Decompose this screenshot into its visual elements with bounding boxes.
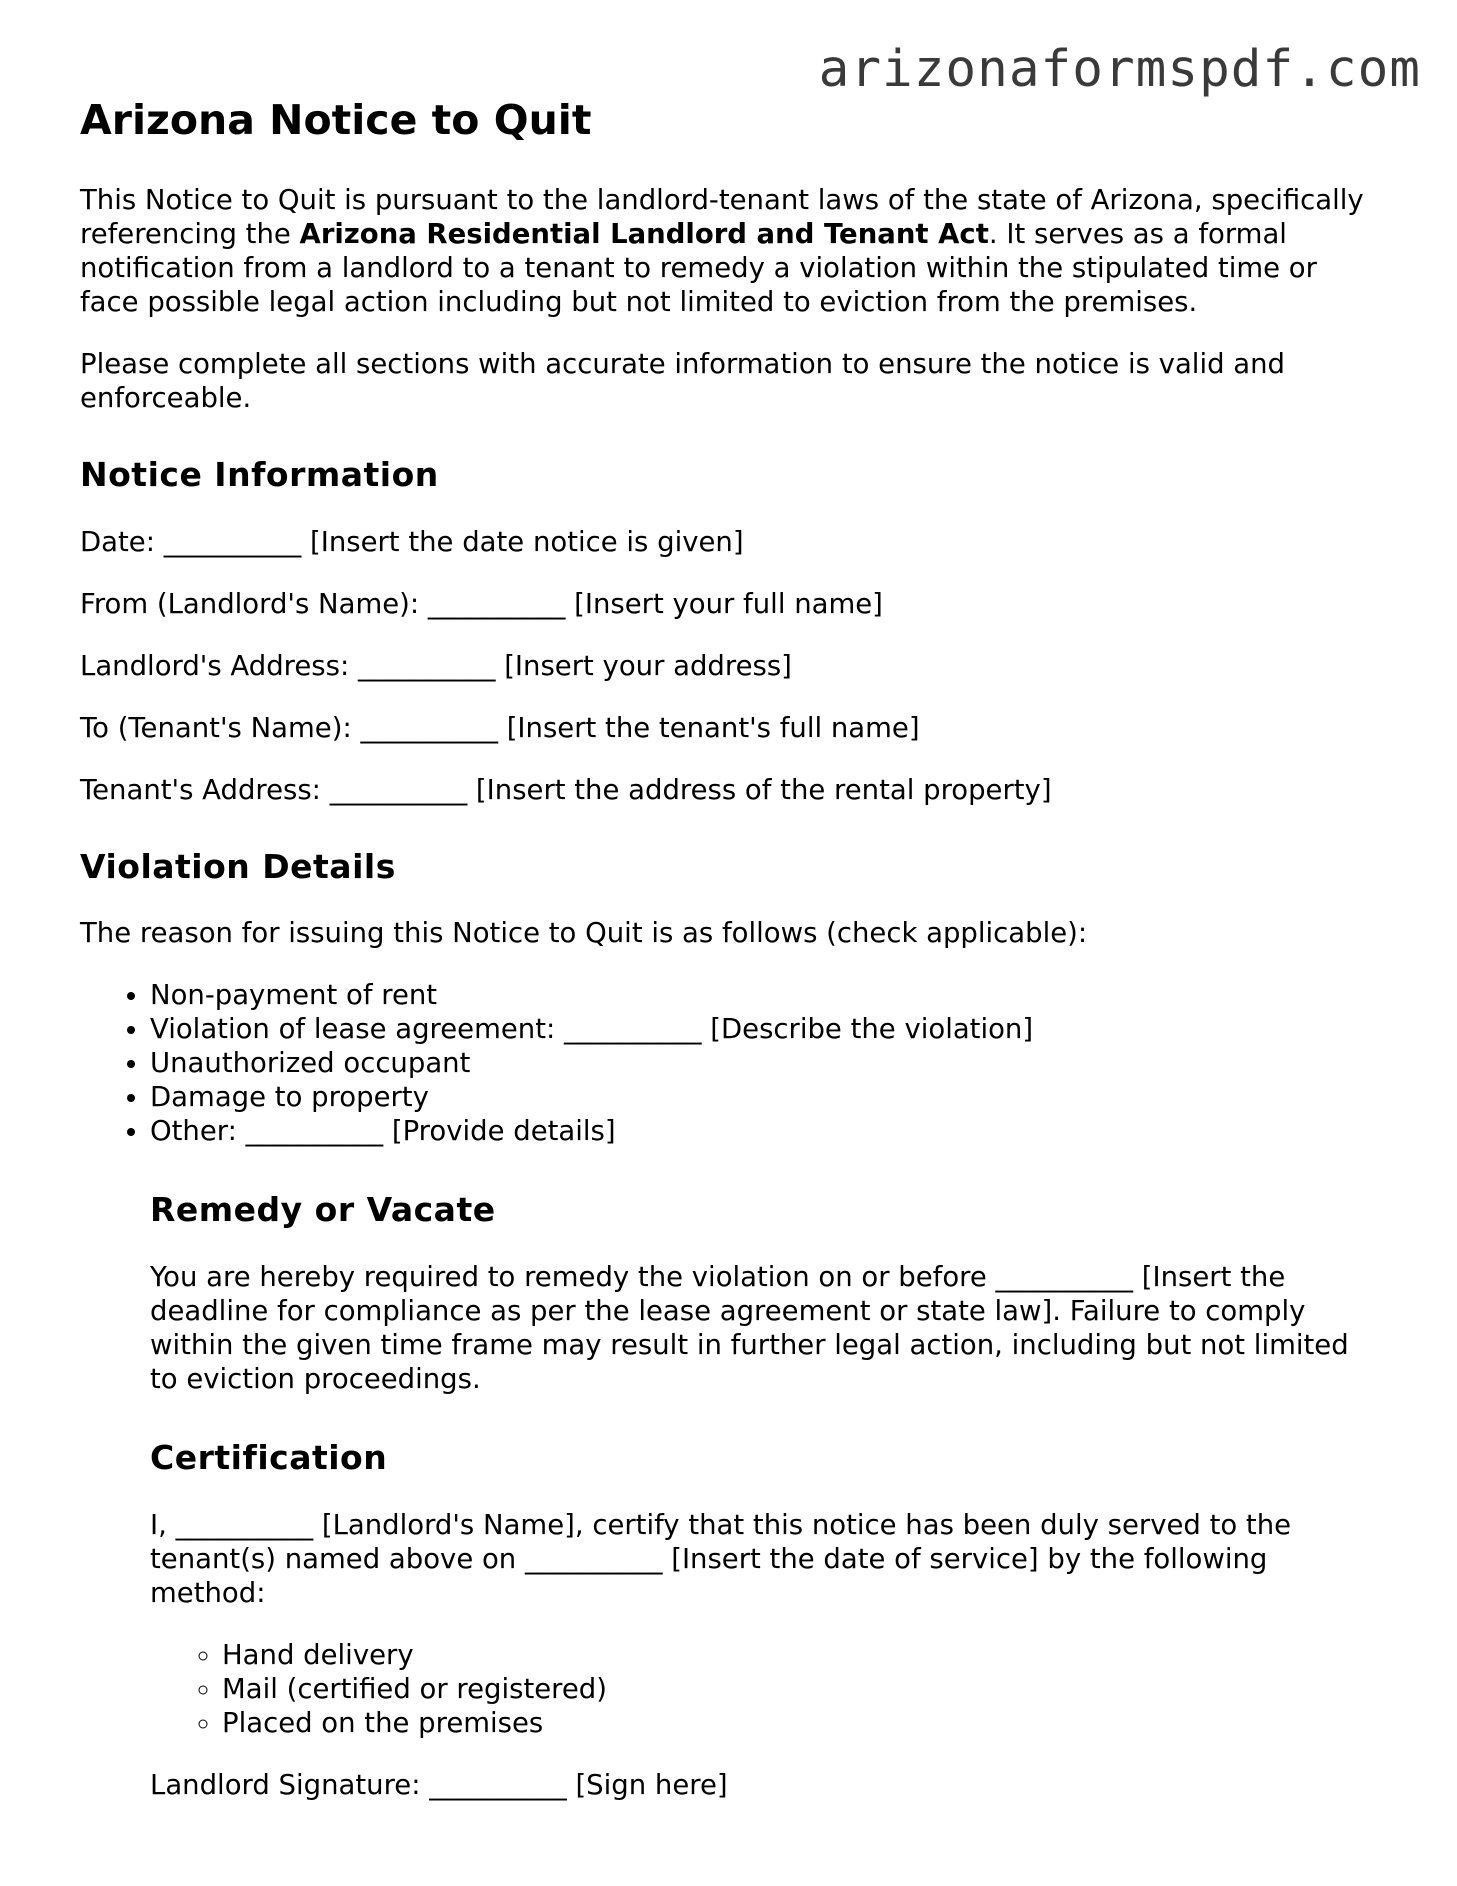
- certification-text: I, __________ [Landlord's Name], certify that this notice has been duly served to the tenant(s) named above on __________ [Insert the date of service] by the following method:: [150, 1508, 1292, 1609]
- list-item: • Non-payment of rent: [150, 978, 1380, 1012]
- intro-text-start: This Notice to Quit is pursuant to the landlord-tenant laws of the state of Arizona, specifically referencing the: [80, 184, 1364, 251]
- violation-intro: The reason for issuing this Notice to Quit is as follows (check applicable):: [80, 917, 1088, 950]
- list-item: ◦ Hand delivery: [222, 1638, 1380, 1672]
- date-field: Date: __________ [Insert the date notice is given]: [80, 525, 744, 558]
- violation-list: [80, 978, 1380, 1148]
- document-title: Arizona Notice to Quit: [80, 96, 592, 144]
- remedy-section: [150, 1190, 1380, 1801]
- service-method-list: [150, 1638, 1380, 1740]
- list-item: ◦ Placed on the premises: [222, 1706, 1380, 1740]
- watermark: arizonaformspdf.com: [818, 40, 1421, 99]
- document-page: [80, 96, 1380, 1830]
- intro-text-end: . It serves as a formal notification from a landlord to a tenant to remedy a violation within the stipulated time or face possible legal action including but not limited to eviction from the premises.: [80, 218, 1317, 319]
- list-item: • Violation of lease agreement: __________ [Describe the violation]: [150, 1012, 1380, 1046]
- tenant-address-field: Tenant's Address: __________ [Insert the address of the rental property]: [80, 773, 1052, 806]
- landlord-name-field: From (Landlord's Name): __________ [Insert your full name]: [80, 587, 883, 620]
- act-name: Arizona Residential Landlord and Tenant Act: [299, 218, 989, 251]
- notice-information-heading: Notice Information: [80, 455, 439, 495]
- landlord-address-field: Landlord's Address: __________ [Insert your address]: [80, 649, 792, 682]
- signature-field: Landlord Signature: __________ [Sign here]: [150, 1768, 728, 1801]
- list-item: • Unauthorized occupant: [150, 1046, 1380, 1080]
- remedy-text: You are hereby required to remedy the violation on or before __________ [Insert the deadline for compliance as per the lease agreement or state law]. Failure to comply within the given time frame may result in further legal action, including but not limited to eviction proceedings.: [150, 1260, 1349, 1395]
- list-item: • Other: __________ [Provide details]: [150, 1114, 1380, 1148]
- intro-paragraph: [80, 183, 1380, 319]
- remedy-heading: Remedy or Vacate: [150, 1190, 496, 1230]
- list-item: ◦ Mail (certified or registered): [222, 1672, 1380, 1706]
- instructions-paragraph: Please complete all sections with accurate information to ensure the notice is valid and enforceable.: [80, 348, 1286, 415]
- tenant-name-field: To (Tenant's Name): __________ [Insert the tenant's full name]: [80, 711, 920, 744]
- list-item: • Damage to property: [150, 1080, 1380, 1114]
- violation-details-heading: Violation Details: [80, 846, 396, 886]
- certification-heading: Certification: [150, 1437, 388, 1477]
